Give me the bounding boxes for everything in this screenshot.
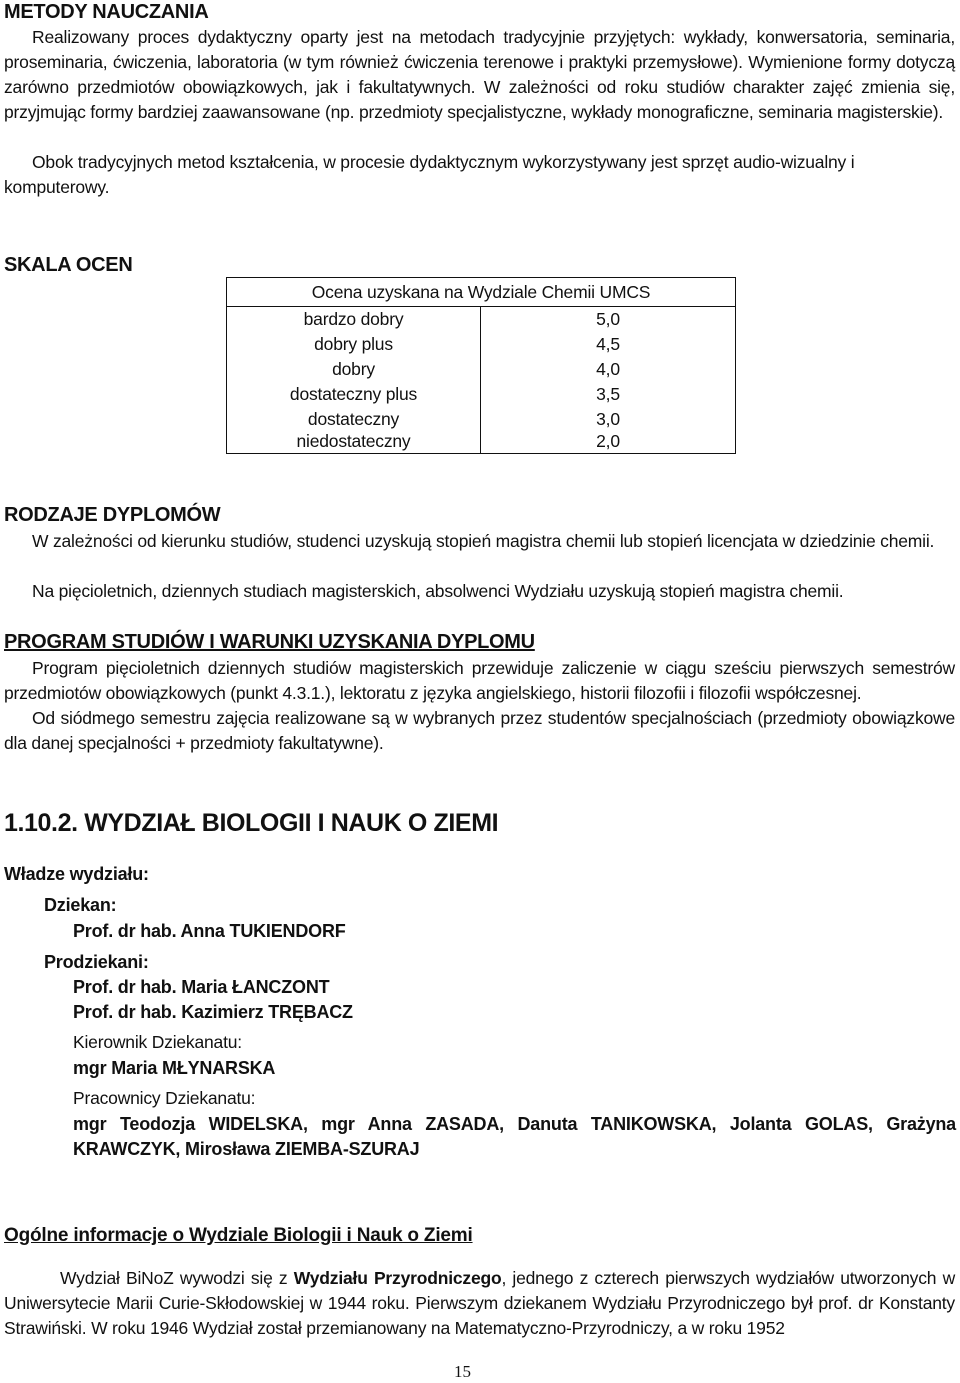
label-prodziekani: Prodziekani: (44, 952, 149, 972)
paragraph-metody-1: Realizowany proces dydaktyczny oparty jest na metodach tradycyjnie przyjętych: wykłady, konwersatoria, seminaria, proseminaria, ćwiczenia, laboratoria (w tym również ćwiczenia terenowe i praktyki przemysłowe). Wymienione formy dotyczą zarówno przedmiotów obowiązkowych, jak i fakultatywnych. W zależności od roku studiów charakter zajęć zmienia się, przyjmując formy bardziej zaawansowane (np. przedmioty specjalistyczne, wykłady monograficzne, seminaria magisterskie). (4, 27, 955, 122)
grade-value: 3,5 (596, 384, 620, 404)
grade-name: dostateczny (307, 409, 400, 429)
section-heading-skala: SKALA OCEN (4, 254, 133, 276)
pracownicy-names: mgr Teodozja WIDELSKA, mgr Anna ZASADA, Danuta TANIKOWSKA, Jolanta GOLAS, Grażyna KRAWCZYK, Mirosława ZIEMBA-SZURAJ (73, 1114, 956, 1159)
table-row (227, 357, 735, 382)
section-heading-ogolne: Ogólne informacje o Wydziale Biologii i Nauk o Ziemi (4, 1225, 473, 1246)
section-heading-metody: METODY NAUCZANIA (4, 1, 209, 23)
grade-value: 4,5 (596, 334, 620, 354)
label-dziekan: Dziekan: (44, 895, 117, 915)
page-number: 15 (454, 1362, 471, 1381)
grade-name: niedostateczny (296, 431, 411, 451)
grade-name: dobry (332, 359, 375, 379)
grade-value: 3,0 (596, 409, 620, 429)
paragraph-ogolne-1 (4, 1266, 955, 1341)
table-row (227, 307, 735, 332)
ogolne-text-bold: Wydziału Przyrodniczego (293, 1268, 502, 1288)
dziekan-name: Prof. dr hab. Anna TUKIENDORF (73, 921, 346, 941)
grade-name: dobry plus (314, 334, 393, 354)
grade-value: 2,0 (596, 431, 620, 451)
table-row (227, 429, 735, 454)
label-pracownicy: Pracownicy Dziekanatu: (73, 1088, 256, 1108)
prodziekan-name: Prof. dr hab. Kazimierz TRĘBACZ (73, 1002, 353, 1022)
label-wladze: Władze wydziału: (4, 864, 149, 884)
chapter-heading-wydzial: 1.10.2. WYDZIAŁ BIOLOGII I NAUK O ZIEMI (4, 809, 499, 837)
section-heading-rodzaje: RODZAJE DYPLOMÓW (4, 504, 221, 526)
prodziekan-name: Prof. dr hab. Maria ŁANCZONT (73, 977, 330, 997)
ogolne-text-end: , jednego z czterech pierwszych wydziałów utworzonych w Uniwersytecie Marii Curie-Skłodowskiej w 1944 roku. Pierwszym dziekanem Wydziału Przyrodniczego był prof. dr Konstanty Strawiński. W roku 1946 Wydział został przemianowany na Matematyczno-Przyrodniczy, a w roku 1952 (4, 1268, 956, 1338)
kierownik-name: mgr Maria MŁYNARSKA (73, 1058, 276, 1078)
grade-value: 5,0 (596, 309, 620, 329)
table-row (227, 382, 735, 407)
section-heading-program: PROGRAM STUDIÓW I WARUNKI UZYSKANIA DYPLOMU (4, 631, 535, 653)
paragraph-program-2: Od siódmego semestru zajęcia realizowane są w wybranych przez studentów specjalnościach (przedmioty obowiązkowe dla danej specjalności + przedmioty fakultatywne). (4, 708, 955, 753)
paragraph-program-1: Program pięcioletnich dziennych studiów magisterskich przewiduje zaliczenie w ciągu sześciu pierwszych semestrów przedmiotów obowiązkowych (punkt 4.3.1.), lektoratu z języka angielskiego, historii filozofii i filozofii współczesnej. (4, 658, 955, 703)
grade-table (226, 277, 736, 454)
grade-value: 4,0 (596, 359, 620, 379)
paragraph-rodzaje-1: W zależności od kierunku studiów, studenci uzyskują stopień magistra chemii lub stopień licencjata w dziedzinie chemii. (32, 531, 935, 551)
grade-name: bardzo dobry (303, 309, 404, 329)
grade-table-header: Ocena uzyskana na Wydziale Chemii UMCS (227, 278, 735, 307)
ogolne-text-start: Wydział BiNoZ wywodzi się z (60, 1268, 294, 1288)
paragraph-metody-2: Obok tradycyjnych metod kształcenia, w procesie dydaktycznym wykorzystywany jest sprzęt audio-wizualny i komputerowy. (4, 152, 855, 197)
paragraph-rodzaje-2: Na pięcioletnich, dziennych studiach magisterskich, absolwenci Wydziału uzyskują stopień magistra chemii. (32, 581, 844, 601)
table-row (227, 332, 735, 357)
label-kierownik: Kierownik Dziekanatu: (73, 1032, 242, 1052)
grade-name: dostateczny plus (289, 384, 418, 404)
